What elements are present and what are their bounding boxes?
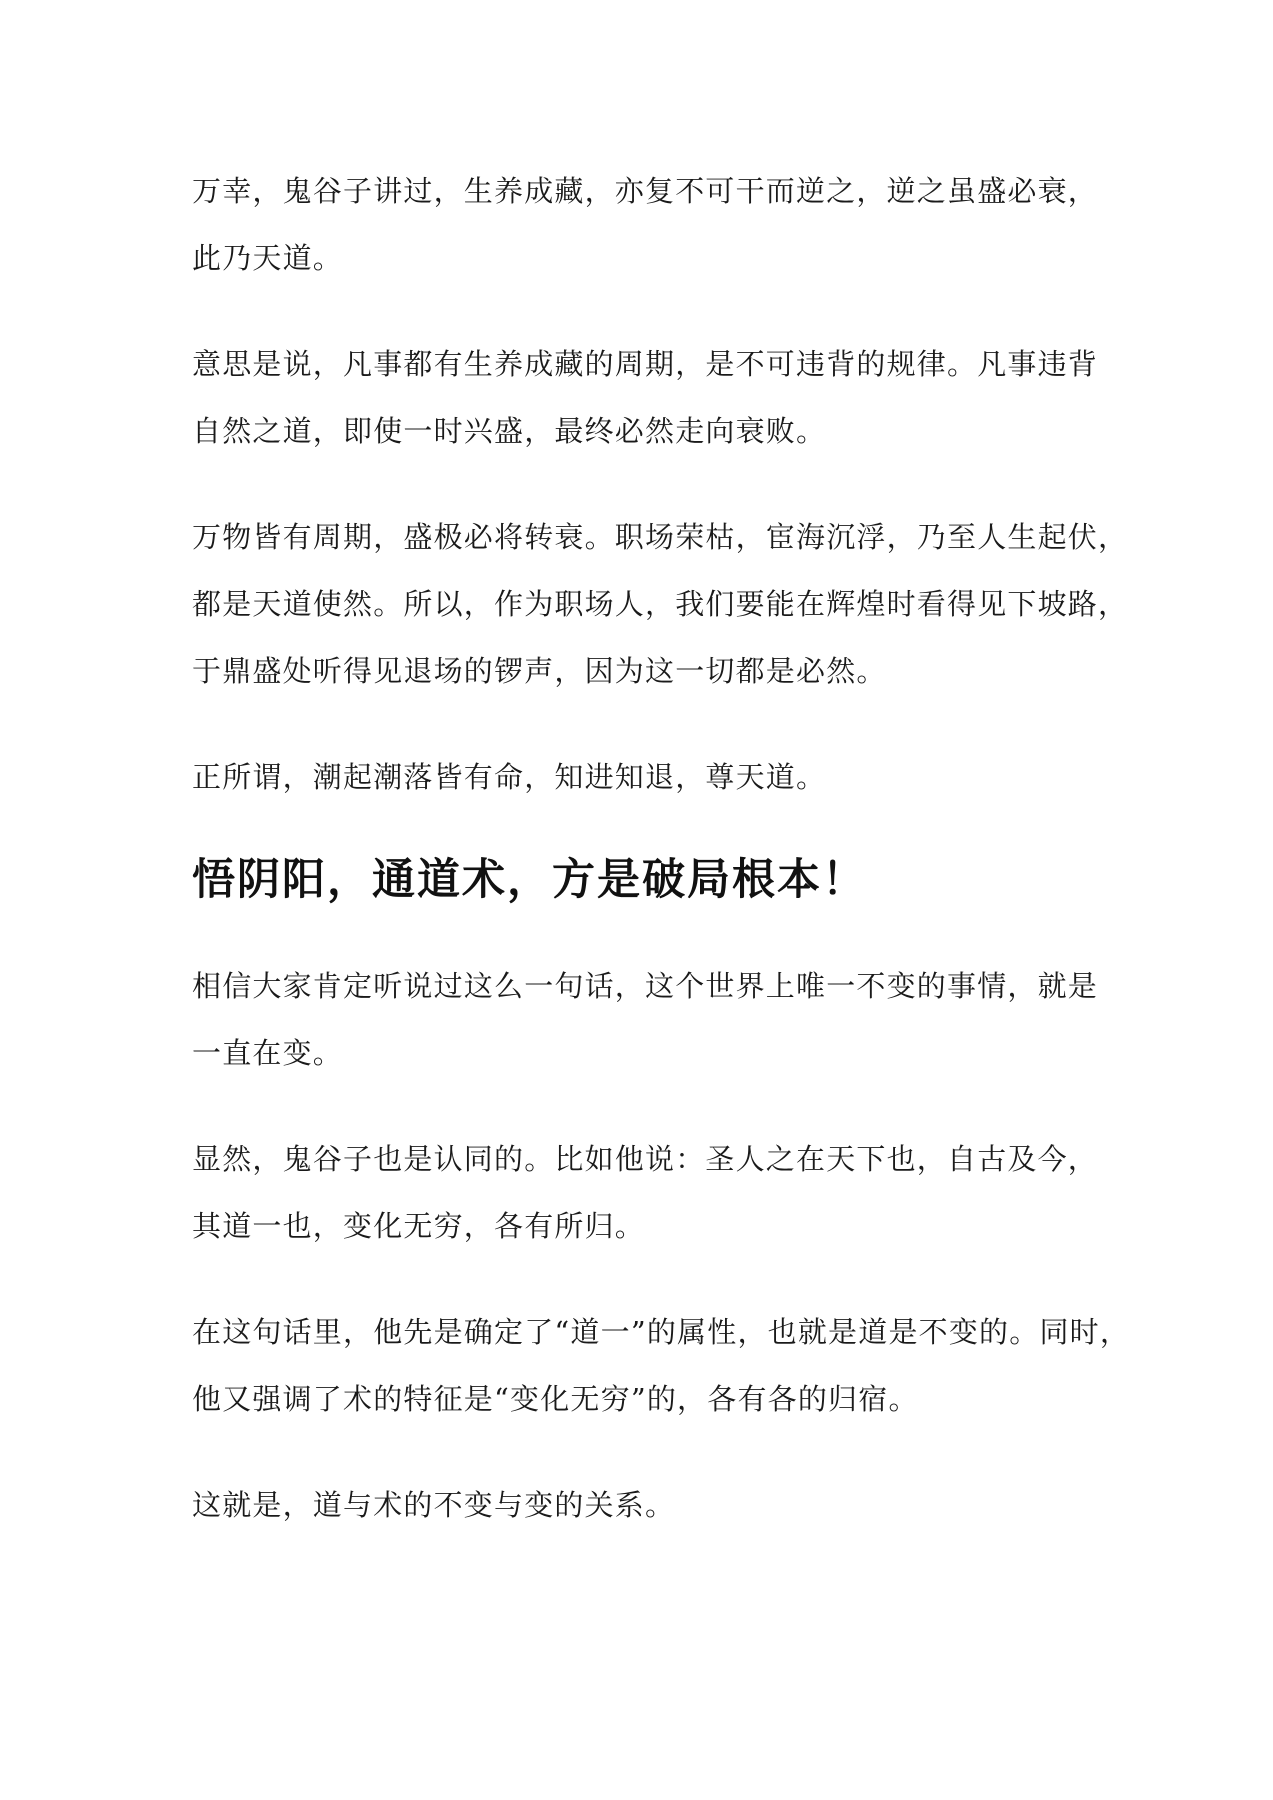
paragraph-cycles xyxy=(192,504,1129,705)
text-line: 正所谓，潮起潮落皆有命，知进知退，尊天道。 xyxy=(192,760,827,794)
paragraph-conclusion xyxy=(192,1472,1092,1539)
section-heading: 悟阴阳，通道术，方是破局根本！ xyxy=(192,855,867,905)
text-line: 这就是，道与术的不变与变的关系。 xyxy=(192,1488,676,1522)
paragraph-meaning xyxy=(192,331,1099,465)
document-body xyxy=(192,158,1131,1578)
text-line: 都是天道使然。所以，作为职场人，我们要能在辉煌时看得见下坡路， xyxy=(192,587,1129,621)
text-line: 于鼎盛处听得见退场的锣声，因为这一切都是必然。 xyxy=(192,654,887,688)
paragraph-saying xyxy=(192,744,1092,811)
paragraph-change xyxy=(192,953,1099,1087)
text-line: 一直在变。 xyxy=(192,1036,344,1070)
paragraph-guiguzi-quote xyxy=(192,158,1099,292)
text-line: 在这句话里，他先是确定了“道一”的属性，也就是道是不变的。同时， xyxy=(192,1315,1131,1349)
text-line: 意思是说，凡事都有生养成藏的周期，是不可违背的规律。凡事违背 xyxy=(192,347,1099,381)
text-line: 万幸，鬼谷子讲过，生养成藏，亦复不可干而逆之，逆之虽盛必衰， xyxy=(192,174,1099,208)
text-line: 自然之道，即使一时兴盛，最终必然走向衰败。 xyxy=(192,414,827,448)
text-line: 其道一也，变化无穷，各有所归。 xyxy=(192,1209,646,1243)
paragraph-dao-shu xyxy=(192,1299,1131,1433)
text-line: 相信大家肯定听说过这么一句话，这个世界上唯一不变的事情，就是 xyxy=(192,969,1099,1003)
paragraph-sage-quote xyxy=(192,1126,1099,1260)
text-line: 他又强调了术的特征是“变化无穷”的，各有各的归宿。 xyxy=(192,1382,919,1416)
text-line: 万物皆有周期，盛极必将转衰。职场荣枯，宦海沉浮，乃至人生起伏， xyxy=(192,520,1129,554)
text-line: 此乃天道。 xyxy=(192,241,344,275)
text-line: 显然，鬼谷子也是认同的。比如他说：圣人之在天下也，自古及今， xyxy=(192,1142,1099,1176)
